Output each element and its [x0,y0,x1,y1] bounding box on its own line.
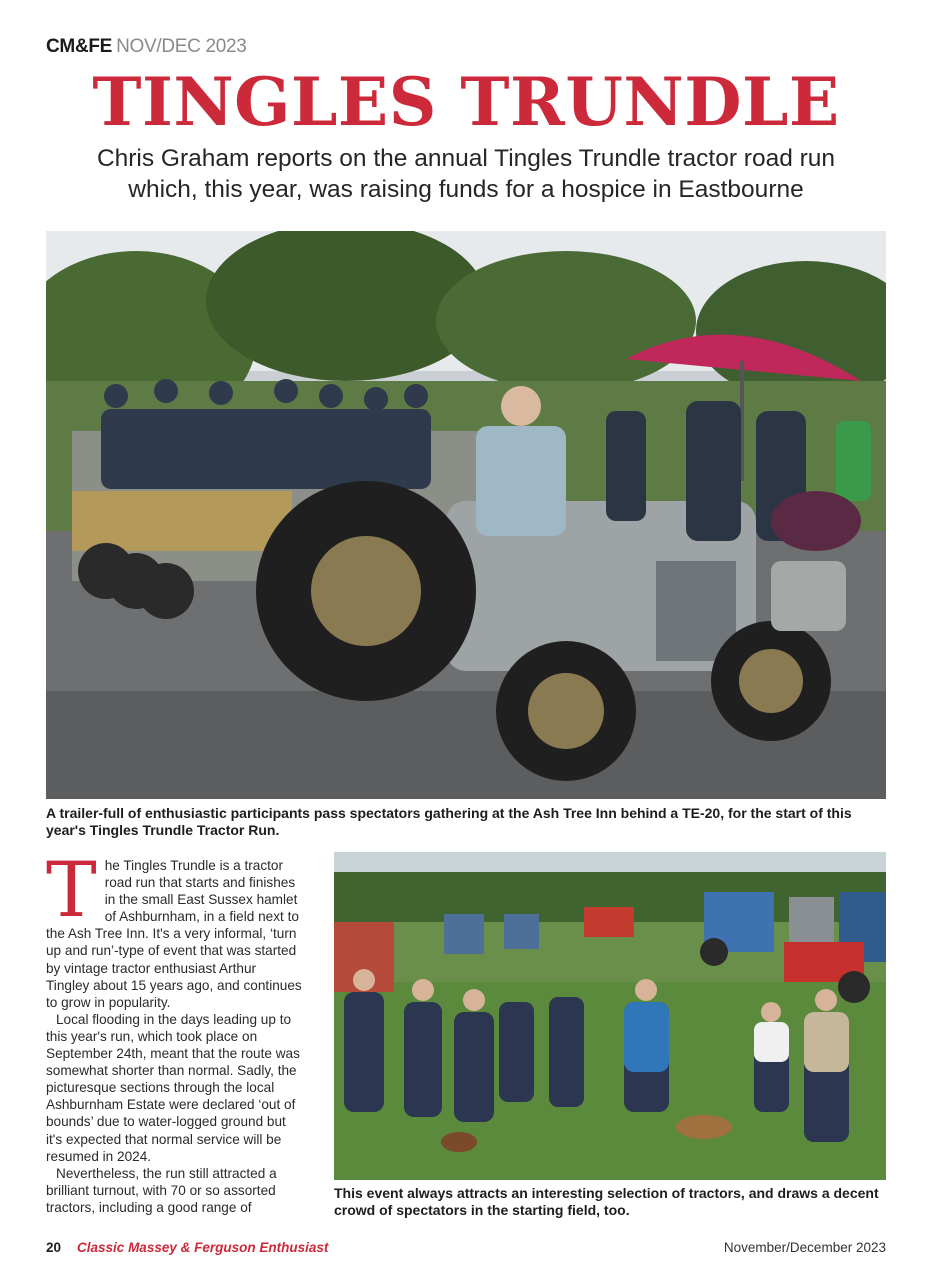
page-number: 20 [46,1240,62,1255]
article-title: TINGLES TRUNDLE [92,63,840,141]
body-paragraph: Nevertheless, the run still attracted a brilliant turnout, with 70 or so assorted tractors, including a good range of [46,1165,277,1215]
magazine-name: Classic Massey & Ferguson Enthusiast [77,1240,329,1255]
drop-cap: T [46,857,97,934]
publication-abbrev: CM&FE [46,36,113,57]
second-photo-crowd-field [334,852,886,1180]
footer-date: November/December 2023 [723,1240,886,1255]
page-footer [46,1240,886,1258]
body-paragraph [46,857,302,1011]
second-photo-caption: This event always attracts an interesting selection of tractors, and draws a decent crowd of spectators in the starting field, too. [334,1185,879,1218]
article-standfirst: Chris Graham reports on the annual Tingles Trundle tractor road run which, this year, was raising funds for a hospice in Eastbourne [96,145,836,203]
article-body [46,857,302,1217]
main-photo-caption: A trailer-full of enthusiastic participants pass spectators gathering at the Ash Tree Inn behind a TE-20, for the start of this year's Tingles Trundle Tractor Run. [46,805,852,838]
issue-tag [46,36,247,58]
issue-date: NOV/DEC 2023 [116,36,247,57]
body-paragraph: Local flooding in the days leading up to this year's run, which took place on September 24th, meant that the route was somewhat shorter than normal. Sadly, the picturesque sections through the local Ashburnham Estate were declared ‘out of bounds’ due to water-logged ground but it's expected that normal service will be resumed in 2024. [46,1011,300,1164]
main-photo-tractor-trailer [46,231,886,799]
paragraph-1-text: he Tingles Trundle is a tractor road run that starts and finishes in the small East Sussex hamlet of Ashburnham, in a field next to the Ash Tree Inn. It's a very informal, ‘turn up and run’-type of event that was started by vintage tractor enthusiast Arthur Tingley about 15 years ago, and continues to grow in popularity. [46,858,302,1010]
